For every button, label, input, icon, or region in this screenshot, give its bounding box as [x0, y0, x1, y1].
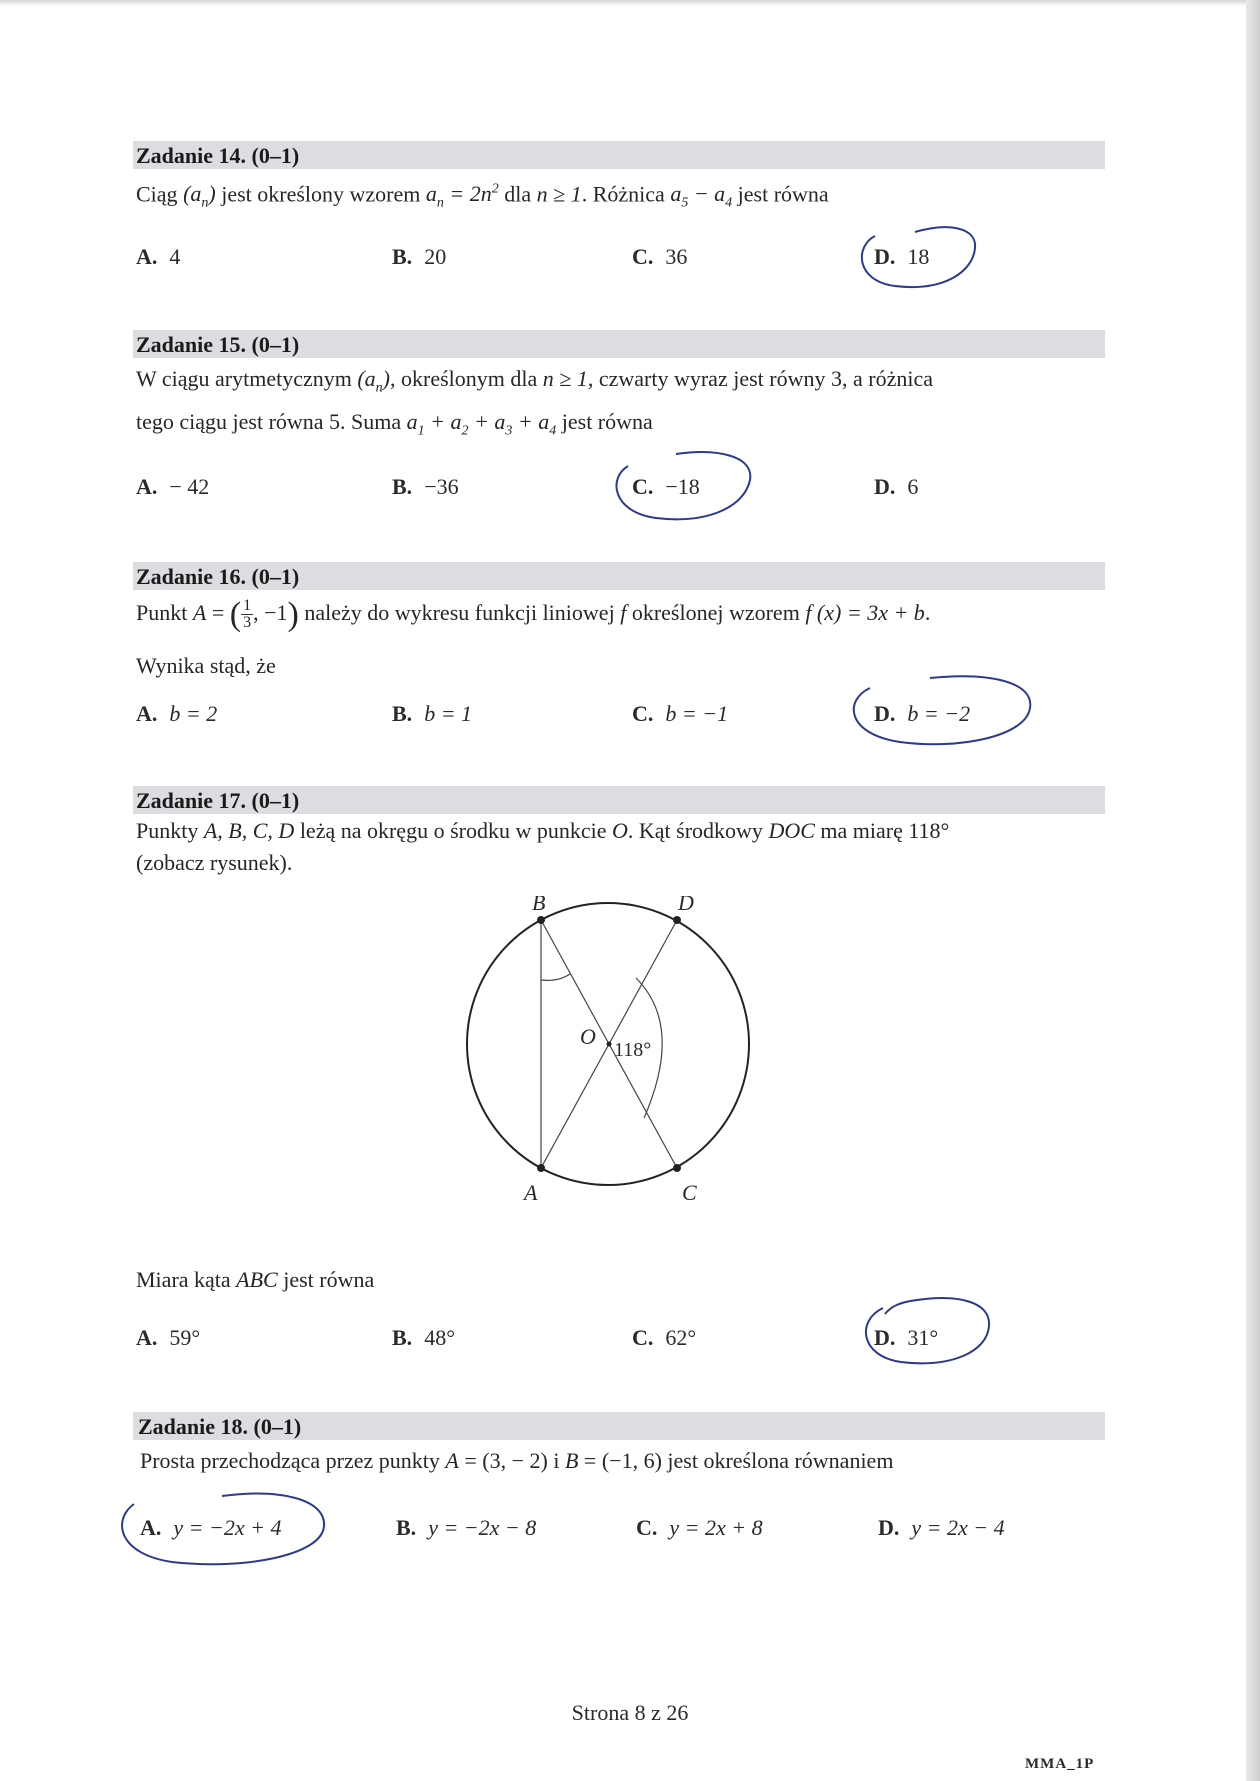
task-question-line-1: Punkt A = ( $\frac{1}{3}$ , −1) należy do wykresu funkcji liniowej f określonej wzorem f (x) = 3x + b. — [136, 595, 931, 633]
pen-circle-mark — [112, 1490, 332, 1574]
answer-a[interactable]: A. b = 2 — [136, 701, 218, 726]
label-b: B — [532, 896, 546, 915]
point-o — [607, 1042, 612, 1047]
task-question-line-2: Wynika stąd, że — [136, 653, 276, 678]
answer-d[interactable]: D. b = −2 — [874, 701, 971, 726]
task-question-line-1: W ciągu arytmetycznym $(a_n)$, określonym dla n ≥ 1, czwarty wyraz jest równy 3, a różnica — [136, 366, 933, 396]
pen-circle-mark — [855, 1296, 995, 1376]
page-top-edge — [0, 0, 1260, 6]
pen-circle-mark — [855, 226, 985, 296]
answer-a[interactable]: A. − 42 — [136, 474, 210, 499]
task-question-line-1: Punkty A, B, C, D leżą na okręgu o środku w punkcie O. Kąt środkowy DOC ma miarę 118° — [136, 818, 950, 843]
task-title: Zadanie 16. (0–1) — [136, 564, 300, 589]
answer-a[interactable]: A. y = −2x + 4 — [140, 1515, 282, 1540]
point-c — [673, 1164, 681, 1172]
answer-d[interactable]: D. 18 — [874, 244, 930, 269]
task-title: Zadanie 15. (0–1) — [136, 332, 300, 357]
answer-b[interactable]: B. b = 1 — [392, 701, 473, 726]
task-title: Zadanie 14. (0–1) — [136, 143, 300, 168]
task-header-bar — [133, 562, 1105, 590]
angle-abc-arc — [541, 974, 570, 980]
task-header-bar — [133, 330, 1105, 358]
circle-figure — [440, 896, 780, 1236]
label-d: D — [678, 896, 694, 915]
answer-b[interactable]: B. y = −2x − 8 — [396, 1515, 537, 1540]
answer-b[interactable]: B. 20 — [392, 244, 447, 269]
task-header-bar — [133, 141, 1105, 169]
angle-label-118: 118° — [614, 1039, 652, 1061]
pen-circle-mark — [606, 450, 756, 530]
label-a: A — [524, 1180, 538, 1205]
answer-a[interactable]: A. 4 — [136, 244, 181, 269]
task-title: Zadanie 18. (0–1) — [138, 1414, 302, 1439]
answer-b[interactable]: B. 48° — [392, 1325, 455, 1350]
pen-circle-mark — [840, 674, 1040, 754]
answer-c[interactable]: C. y = 2x + 8 — [636, 1515, 763, 1540]
answer-d[interactable]: D. 31° — [874, 1325, 939, 1350]
answer-c[interactable]: C. −18 — [632, 474, 700, 499]
task-title: Zadanie 17. (0–1) — [136, 788, 300, 813]
label-o: O — [580, 1024, 596, 1049]
task-question: Prosta przechodząca przez punkty A = (3, − 2) i B = (−1, 6) jest określona równaniem — [140, 1448, 894, 1473]
task-header-bar — [133, 1412, 1105, 1440]
answer-c[interactable]: C. 62° — [632, 1325, 697, 1350]
page-number: Strona 8 z 26 — [571, 1700, 689, 1725]
task-question-line-3: Miara kąta ABC jest równa — [136, 1267, 375, 1292]
exam-code: MMA_1P — [1025, 1756, 1095, 1772]
task-question-line-2: (zobacz rysunek). — [136, 850, 293, 875]
task-header-bar — [133, 786, 1105, 814]
answer-c[interactable]: C. b = −1 — [632, 701, 729, 726]
answer-b[interactable]: B. −36 — [392, 474, 459, 499]
point-b — [537, 916, 545, 924]
point-a — [537, 1164, 545, 1172]
answer-a[interactable]: A. 59° — [136, 1325, 201, 1350]
point-d — [673, 916, 681, 924]
page-right-edge — [1246, 0, 1260, 1781]
task-question-line-2: tego ciągu jest równa 5. Suma $a_1 + a_2 + a_3 + a_4$ jest równa — [136, 409, 653, 439]
answer-c[interactable]: C. 36 — [632, 244, 688, 269]
task-question: Ciąg $(a_n)$ jest określony wzorem $a_n = 2n^2$ dla n ≥ 1. Różnica $a_5 - a_4$ jest równa — [136, 181, 829, 211]
answer-d[interactable]: D. y = 2x − 4 — [878, 1515, 1005, 1540]
label-c: C — [682, 1180, 697, 1205]
answer-d[interactable]: D. 6 — [874, 474, 919, 499]
